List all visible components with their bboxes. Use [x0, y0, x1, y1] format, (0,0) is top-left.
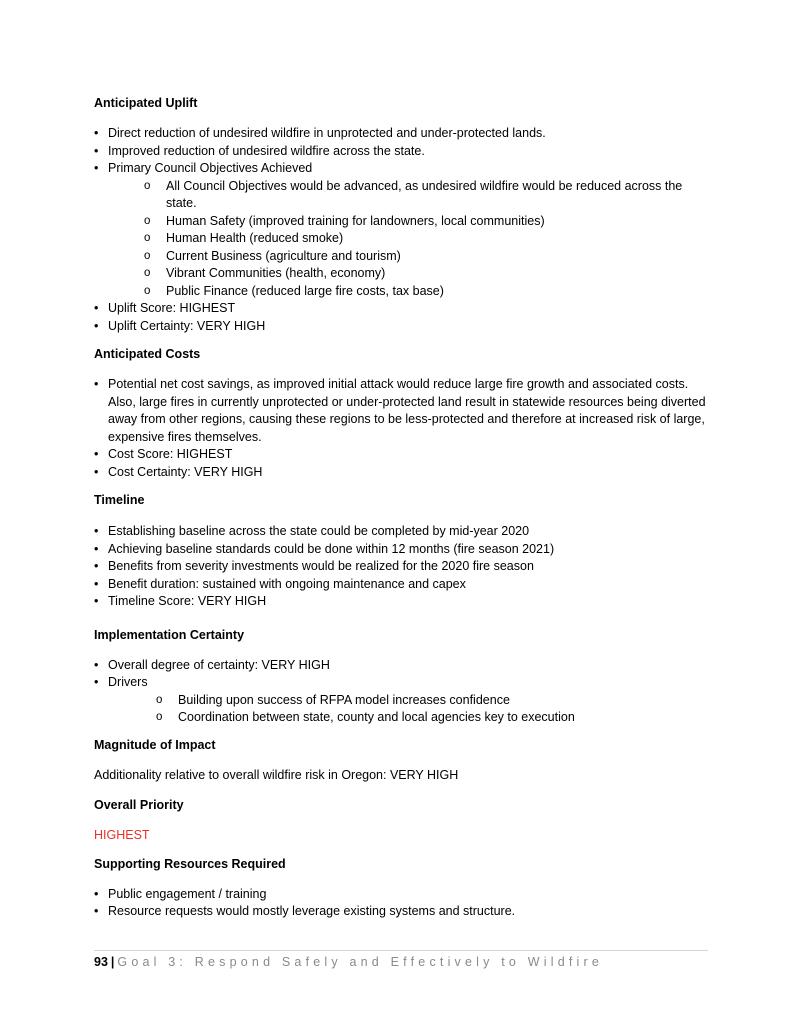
uplift-score: • Uplift Score: HIGHEST — [94, 300, 708, 318]
page-footer — [94, 954, 603, 971]
implementation-list — [94, 657, 708, 727]
list-item: • Benefits from severity investments would be realized for the 2020 fire season — [94, 558, 708, 576]
list-item — [94, 160, 708, 300]
list-item: • Achieving baseline standards could be done within 12 months (fire season 2021) — [94, 541, 708, 559]
sub-list-item: o All Council Objectives would be advanced, as undesired wildfire would be reduced across the state. — [108, 178, 708, 213]
document-body — [94, 95, 708, 921]
list-item: • Potential net cost savings, as improved initial attack would reduce large fire growth and associated costs. Also, large fires in currently unprotected or under-protected land result in statewide resources being diverted away from other regions, causing these regions to be less-protected and therefore at increased risk of large, expensive fires themselves. — [94, 376, 708, 446]
list-item — [94, 674, 708, 727]
resources-list — [94, 886, 708, 921]
timeline-heading: Timeline — [94, 493, 145, 507]
supporting-resources-heading: Supporting Resources Required — [94, 856, 286, 871]
costs-list — [94, 376, 708, 481]
anticipated-costs-heading: Anticipated Costs — [94, 347, 201, 361]
sub-list-item: o Building upon success of RFPA model increases confidence — [108, 692, 708, 710]
sub-list-item: o Current Business (agriculture and tourism) — [108, 248, 708, 266]
timeline-score: • Timeline Score: VERY HIGH — [94, 593, 708, 611]
implementation-certainty-heading: Implementation Certainty — [94, 627, 245, 642]
footer-goal-title: Goal 3: Respond Safely and Effectively to Wildfire — [117, 955, 604, 969]
magnitude-of-impact-heading: Magnitude of Impact — [94, 737, 216, 752]
footer-divider — [94, 950, 708, 951]
sub-list-item: o Public Finance (reduced large fire costs, tax base) — [108, 283, 708, 301]
sub-list-item: o Vibrant Communities (health, economy) — [108, 265, 708, 283]
anticipated-uplift-heading: Anticipated Uplift — [94, 96, 198, 110]
list-item: • Public engagement / training — [94, 886, 708, 904]
sub-list-item: o Human Safety (improved training for landowners, local communities) — [108, 213, 708, 231]
list-item: • Establishing baseline across the state could be completed by mid-year 2020 — [94, 523, 708, 541]
list-item: • Resource requests would mostly leverage existing systems and structure. — [94, 903, 708, 921]
list-item-label: Primary Council Objectives Achieved — [108, 161, 313, 175]
list-item: • Benefit duration: sustained with ongoing maintenance and capex — [94, 576, 708, 594]
list-item: • Improved reduction of undesired wildfire across the state. — [94, 143, 708, 161]
timeline-list — [94, 523, 708, 611]
magnitude-text: Additionality relative to overall wildfire risk in Oregon: VERY HIGH — [94, 767, 459, 782]
cost-certainty: • Cost Certainty: VERY HIGH — [94, 464, 708, 482]
council-objectives-list — [108, 178, 708, 301]
sub-list-item: o Human Health (reduced smoke) — [108, 230, 708, 248]
drivers-list — [108, 692, 708, 727]
list-item: • Direct reduction of undesired wildfire in unprotected and under-protected lands. — [94, 125, 708, 143]
uplift-list — [94, 125, 708, 335]
list-item: • Overall degree of certainty: VERY HIGH — [94, 657, 708, 675]
uplift-certainty: • Uplift Certainty: VERY HIGH — [94, 318, 708, 336]
list-item-label: Drivers — [108, 675, 148, 689]
page-number: 93 — [94, 955, 108, 969]
cost-score: • Cost Score: HIGHEST — [94, 446, 708, 464]
overall-priority-value: HIGHEST — [94, 827, 150, 842]
overall-priority-heading: Overall Priority — [94, 797, 184, 812]
sub-list-item: o Coordination between state, county and local agencies key to execution — [108, 709, 708, 727]
footer-separator: | — [110, 955, 115, 969]
